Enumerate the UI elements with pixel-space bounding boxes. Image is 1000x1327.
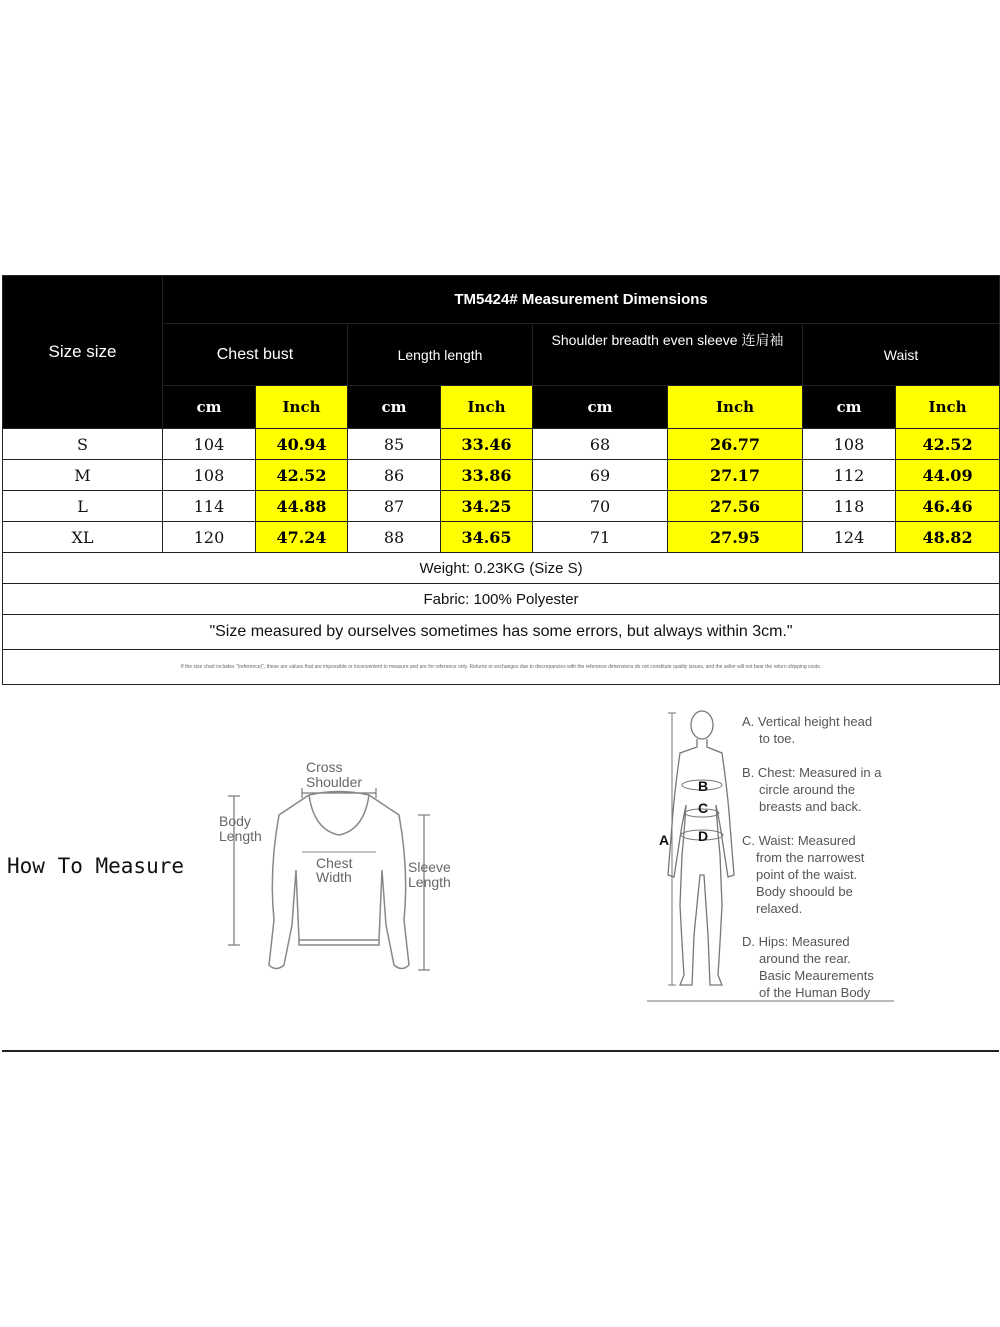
group-chest: Chest bust [163,324,348,386]
length-inch: 33.86 [441,460,533,491]
body-measurement-diagram [642,705,897,1005]
size-header: Size size [3,276,163,429]
note-c-line5: relaxed. [756,901,803,916]
chest-cm: 120 [163,522,256,553]
note-a-line2: to toe. [759,731,796,746]
note-b-line2: circle around the [759,782,856,797]
waist-inch: 42.52 [896,429,1000,460]
shoulder-cm: 68 [533,429,668,460]
group-shoulder: Shoulder breadth even sleeve 连肩袖 [533,324,803,386]
cross-shoulder-label-line1: Cross [306,760,343,775]
size-table [2,275,1000,685]
error-disclaimer: "Size measured by ourselves sometimes has some errors, but always within 3cm." [3,615,1000,650]
group-length: Length length [348,324,533,386]
length-cm: 85 [348,429,441,460]
size-chart [2,275,999,685]
unit-cm: cm [533,386,668,429]
note-c-line2: from the narrowest [756,850,865,865]
table-row [3,491,1000,522]
length-inch: 33.46 [441,429,533,460]
unit-cm: cm [348,386,441,429]
waist-inch: 44.09 [896,460,1000,491]
unit-inch: Inch [256,386,348,429]
how-to-measure-section [2,680,999,1052]
chest-cm: 114 [163,491,256,522]
marker-b: B [698,778,709,794]
table-row [3,522,1000,553]
chest-inch: 40.94 [256,429,348,460]
marker-d: D [698,828,709,844]
length-inch: 34.25 [441,491,533,522]
waist-cm: 108 [803,429,896,460]
waist-cm: 112 [803,460,896,491]
waist-inch: 46.46 [896,491,1000,522]
unit-inch: Inch [668,386,803,429]
length-inch: 34.65 [441,522,533,553]
sleeve-length-label-line1: Sleeve [408,859,451,875]
chest-cm: 104 [163,429,256,460]
unit-cm: cm [163,386,256,429]
shoulder-cm: 71 [533,522,668,553]
body-length-label-line2: Length [219,828,262,844]
shoulder-inch: 27.17 [668,460,803,491]
length-cm: 88 [348,522,441,553]
marker-c: C [698,800,709,816]
note-a-line1: A. Vertical height head [742,714,873,729]
chest-inch: 44.88 [256,491,348,522]
shoulder-inch: 27.95 [668,522,803,553]
note-b-line1: B. Chest: Measured in a [742,765,882,780]
note-d-line3: Basic Meaurements [759,968,874,983]
shoulder-inch: 26.77 [668,429,803,460]
table-row [3,429,1000,460]
size-label: S [3,429,163,460]
note-c-line4: Body shoould be [756,884,853,899]
size-label: L [3,491,163,522]
shoulder-cm: 70 [533,491,668,522]
note-d-line1: D. Hips: Measured [742,934,850,949]
marker-a: A [659,832,670,848]
fabric-note: Fabric: 100% Polyester [3,584,1000,615]
length-cm: 86 [348,460,441,491]
unit-cm: cm [803,386,896,429]
fine-print: If the size chart includes "(reference)", these are values that are impossible or inconvenient to measure and are for reference only. Returns or exchanges due to discrepancies with the reference dimensions do not constitute quality issues, and the seller will not bear the return shipping costs. [3,650,1000,685]
waist-cm: 124 [803,522,896,553]
unit-inch: Inch [441,386,533,429]
table-title: TM5424# Measurement Dimensions [163,276,1000,324]
cross-shoulder-label-line2: Shoulder [306,774,363,790]
note-c-line3: point of the waist. [756,867,858,882]
waist-cm: 118 [803,491,896,522]
size-label: XL [3,522,163,553]
size-label: M [3,460,163,491]
shoulder-inch: 27.56 [668,491,803,522]
note-d-line2: around the rear. [759,951,851,966]
chest-inch: 42.52 [256,460,348,491]
unit-inch: Inch [896,386,1000,429]
length-cm: 87 [348,491,441,522]
note-c-line1: C. Waist: Measured [742,833,856,848]
body-length-label-line1: Body [219,813,251,829]
shoulder-cm: 69 [533,460,668,491]
chest-width-label-line2: Width [316,869,352,885]
sleeve-length-label-line2: Length [408,874,451,890]
waist-inch: 48.82 [896,522,1000,553]
table-row [3,460,1000,491]
garment-diagram [214,760,474,975]
chest-inch: 47.24 [256,522,348,553]
group-waist: Waist [803,324,1000,386]
chest-cm: 108 [163,460,256,491]
note-d-line4: of the Human Body [759,985,871,1000]
chest-width-label-line1: Chest [316,855,353,871]
how-to-measure-title: How To Measure [7,854,185,878]
weight-note: Weight: 0.23KG (Size S) [3,553,1000,584]
note-b-line3: breasts and back. [759,799,862,814]
